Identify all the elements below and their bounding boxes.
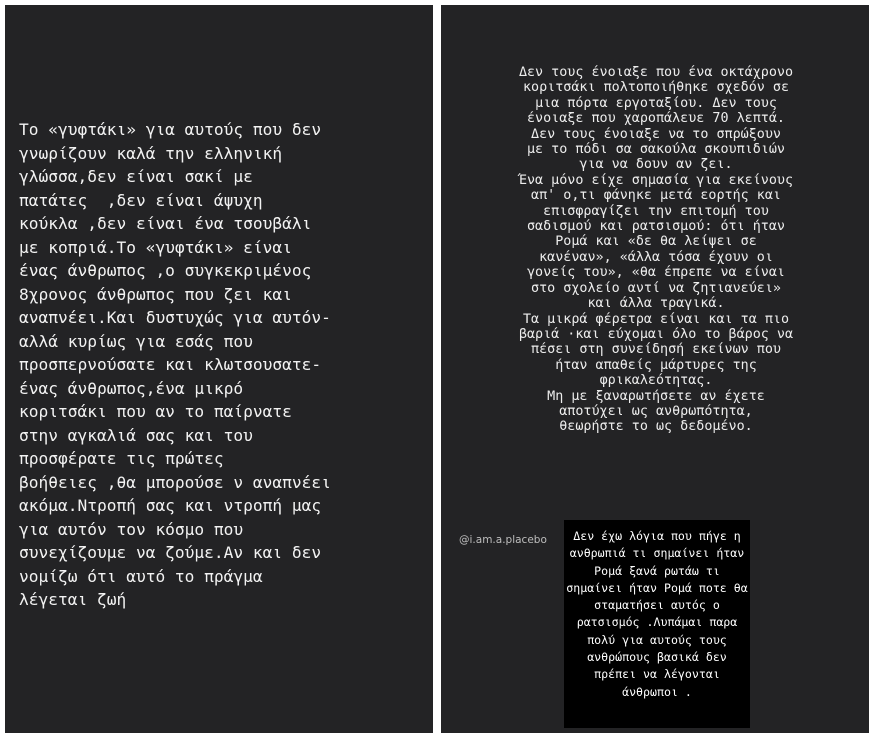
right-story-text: Δεν τους ένοιαξε που ένα οκτάχρονο κοριτσάκι πολτοποιήθηκε σχεδόν σε μια πόρτα εργοταξίου. Δεν τους ένοιαξε που χαροπάλευε 70 λεπτά. Δεν τους ένοιαξε να το σπρώξουν με το πόδι σα σακούλα σκουπιδιών για να δουν αν ζει. Ένα μόνο είχε σημασία για εκείνους απ' ο,τι φάνηκε μετά εορτής και επισφραγίζει την επιτομή του σαδισμού και ρατσισμού: ότι ήταν Ρομά και «δε θα λείψει σε κανέναν», «άλλα τόσα έχουν οι γονείς του», «θα έπρεπε να είναι στο σχολείο αντί να ζητιανεύει» και άλλα τραγικά. Τα μικρά φέρετρα είναι και τα πιο βαριά ·και εύχομαι όλο το βάρος να πέσει στη συνείδησή εκείνων που ήταν απαθείς μάρτυρες της φρικαλεότητας. Μη με ξαναρωτήσετε αν έχετε αποτύχει ως ανθρωπότητα, θεωρήστε το ως δεδομένο. [518, 65, 794, 435]
username-handle: @i.am.a.placebo [459, 534, 547, 546]
left-story-text: Το «γυφτάκι» για αυτούς που δεν γνωρίζουν καλά την ελληνική γλώσσα,δεν είναι σακί με πατάτες ,δεν είναι άψυχη κούκλα ,δεν είναι ένα τσουβάλι με κοπριά.Το «γυφτάκι» είναι ένας άνθρωπος ,ο συγκεκριμένος 8χρονος άνθρωπος που ζει και αναπνέει.Και δυστυχώς για αυτόν- αλλά κυρίως για εσάς που προσπερνούσατε και κλωτσουσατε- ένας άνθρωπος,ένα μικρό κοριτσάκι που αν το παίρνατε στην αγκαλιά σας και του προσφέρατε τις πρώτες βοήθειες ,θα μπορούσε ν αναπνέει ακόμα.Ντροπή σας και ντροπή μας για αυτόν τον κόσμο που συνεχίζουμε να ζούμε.Αν και δεν νομίζω ότι αυτό το πράγμα λέγεται ζωή [19, 120, 331, 609]
overlay-note-text: Δεν έχω λόγια που πήγε η ανθρωπιά τι σημαίνει ήταν Ρομά ξανά ρωτάω τι σημαίνει ήταν Ρομά ποτε θα σταματήσει αυτός ο ρατσισμός .Λυπάμαι παρα πολύ για αυτούς τους ανθρώπους βασικά δεν πρέπει να λέγονται άνθρωποι . [566, 529, 748, 699]
right-story-panel [441, 5, 869, 733]
overlay-note-box [564, 520, 750, 728]
left-story-panel [5, 5, 433, 733]
